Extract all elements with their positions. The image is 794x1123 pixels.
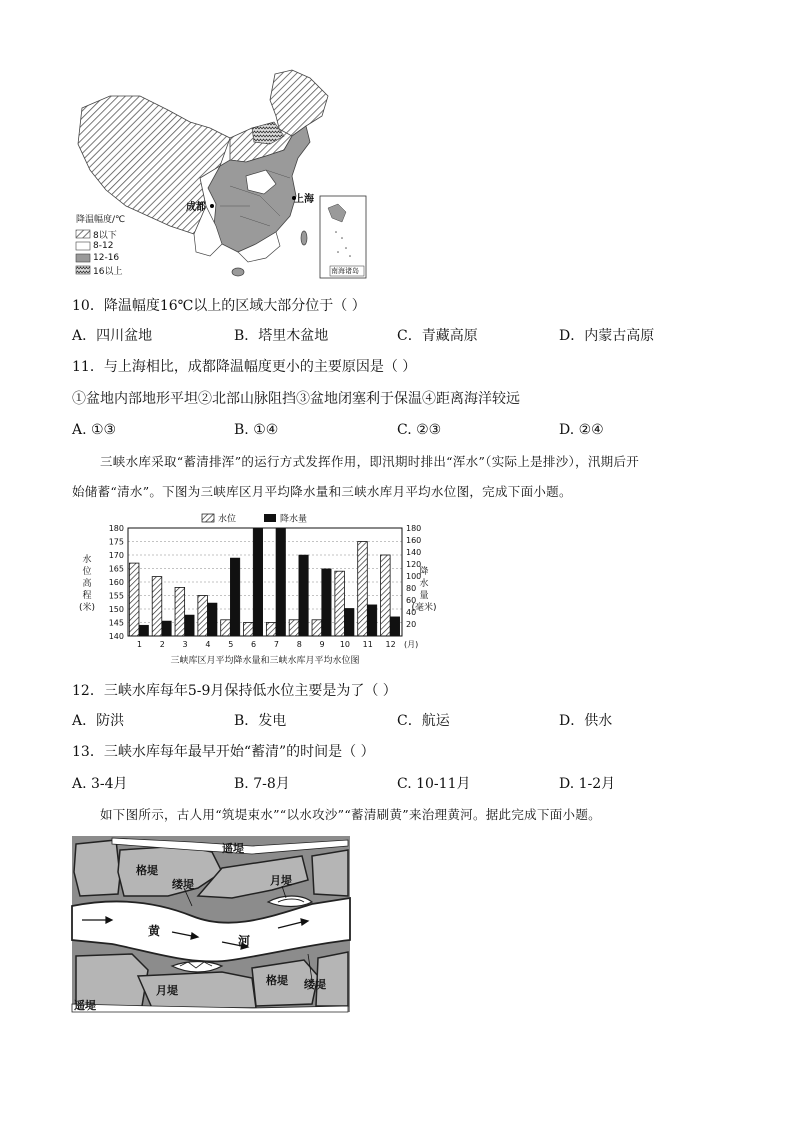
right-tick-label: 160 (406, 536, 422, 545)
x-tick-label: 7 (273, 640, 279, 649)
left-tick-label: 160 (108, 578, 124, 587)
question-12: 12．三峡水库每年5-9月保持低水位主要是为了（ ） (72, 683, 397, 699)
right-tick-label: 20 (406, 620, 417, 629)
left-tick-label: 150 (108, 605, 124, 614)
water-level-bar (175, 587, 185, 636)
q12-option-a[interactable]: A．防洪 (72, 713, 125, 729)
question-11-statements: ①盆地内部地形平坦②北部山脉阻挡③盆地闭塞利于保温④距离海洋较远 (72, 391, 520, 407)
precipitation-bar (230, 558, 240, 636)
passage-1-line-1: 三峡水库采取“蓄清排浑”的运行方式发挥作用，即汛期时排出“浑水”（实际上是排沙），汛期后开 (100, 454, 640, 469)
water-level-bar (381, 555, 391, 636)
left-tick-label: 145 (108, 618, 124, 628)
x-tick-label: 12 (385, 640, 396, 649)
hainan-island (232, 268, 244, 276)
passage-1-line-2: 始储蓄“清水”。下图为三峡库区月平均降水量和三峡水库月平均水位图，完成下面小题。 (72, 484, 572, 499)
q13-option-a[interactable]: A. 3-4月 (72, 776, 128, 792)
legend-item: 12-16 (76, 252, 125, 264)
x-tick-label: 1 (136, 640, 142, 649)
question-11: 11．与上海相比，成都降温幅度更小的主要原因是（ ） (72, 359, 417, 375)
label-gedi-bottom: 格堤 (266, 974, 288, 987)
legend-item: 8以下 (76, 228, 125, 240)
chart-title: 三峡库区月平均降水量和三峡水库月平均水位图 (170, 656, 360, 666)
q13-option-d[interactable]: D. 1-2月 (559, 776, 616, 792)
left-tick-label: 140 (108, 632, 124, 641)
water-level-bar (266, 623, 276, 637)
passage-2-line-1: 如下图所示，古人用“筑堤束水”“以水攻沙”“蓄清刷黄”来治理黄河。据此完成下面小题。 (100, 807, 601, 822)
x-tick-label: 10 (339, 640, 351, 649)
precipitation-bar (390, 617, 400, 636)
precipitation-bar (322, 569, 332, 636)
water-level-bar (152, 577, 162, 636)
x-tick-label: 9 (319, 640, 325, 649)
region-northeast (270, 70, 328, 136)
q12-option-c[interactable]: C．航运 (397, 713, 450, 729)
q10-option-a[interactable]: A．四川盆地 (72, 328, 153, 344)
legend-label-precipitation: 降水量 (280, 514, 308, 525)
right-tick-label: 40 (406, 608, 417, 617)
precipitation-bar (299, 555, 309, 636)
right-tick-label: 60 (406, 596, 417, 605)
map-legend (76, 212, 125, 276)
label-yaodi-top: 遥堤 (222, 842, 244, 855)
label-shanghai: 上海 (294, 194, 314, 205)
cell-top-left (74, 840, 120, 896)
q10-option-b[interactable]: B．塔里木盆地 (234, 328, 329, 344)
water-level-bar (335, 571, 345, 636)
label-huang: 黄 (148, 924, 161, 938)
x-tick-label: 6 (251, 640, 257, 649)
q10-option-d[interactable]: D．内蒙古高原 (559, 328, 655, 344)
legend-item: 8-12 (76, 240, 125, 252)
legend-title: 降温幅度/℃ (76, 215, 126, 225)
taiwan-island (301, 231, 307, 245)
legend-swatch-precipitation (264, 514, 276, 522)
water-level-bar (289, 620, 299, 636)
precipitation-bar (185, 615, 195, 636)
label-yuedi-bottom: 月堤 (156, 984, 178, 997)
left-axis-label: (米) (78, 603, 96, 613)
right-tick-label: 140 (406, 548, 422, 557)
temperature-drop-map (70, 66, 370, 282)
precipitation-bar (253, 528, 263, 636)
x-tick-label: 5 (228, 640, 234, 649)
q11-option-d[interactable]: D. ②④ (559, 422, 604, 438)
question-10: 10．降温幅度16℃以上的区域大部分位于（ ） (72, 298, 366, 314)
precipitation-bar (207, 603, 217, 636)
left-axis-label: 程 (82, 591, 92, 601)
label-chengdu: 成都 (186, 202, 206, 213)
x-tick-label: 11 (362, 640, 373, 649)
water-level-bar (244, 623, 254, 637)
right-tick-label: 100 (406, 572, 422, 581)
right-axis-label: (毫米) (411, 603, 437, 613)
left-tick-label: 170 (108, 551, 124, 560)
precipitation-bar (344, 608, 354, 636)
label-he: 河 (238, 934, 251, 948)
q11-option-c[interactable]: C. ②③ (397, 422, 442, 438)
q13-option-b[interactable]: B. 7-8月 (234, 776, 290, 792)
right-axis-label: 量 (419, 591, 429, 601)
right-tick-label: 180 (406, 524, 422, 533)
question-13: 13．三峡水库每年最早开始“蓄清”的时间是（ ） (72, 744, 375, 760)
left-tick-label: 180 (108, 524, 124, 533)
chart-svg (72, 508, 437, 670)
left-tick-label: 155 (108, 591, 124, 601)
water-level-bar (198, 596, 208, 637)
yellow-river-dike-diagram (72, 836, 350, 1012)
label-inset: 南海诸岛 (331, 267, 359, 275)
precipitation-bar (139, 625, 149, 636)
legend-item: 16以上 (76, 264, 125, 276)
left-axis-label: 高 (82, 579, 92, 589)
x-tick-label: 3 (182, 640, 188, 649)
x-unit-label: (月) (404, 640, 419, 649)
q12-option-d[interactable]: D．供水 (559, 713, 613, 729)
label-yaodi-bottom: 遥堤 (74, 999, 96, 1012)
right-tick-label: 120 (406, 560, 422, 569)
x-tick-label: 8 (296, 640, 302, 649)
label-lvdi-top: 缕堤 (172, 878, 194, 891)
right-axis-label: 水 (419, 579, 429, 589)
water-level-bar (312, 620, 322, 636)
q12-option-b[interactable]: B．发电 (234, 713, 287, 729)
right-tick-label: 80 (406, 584, 417, 593)
right-axis-label: 降 (419, 567, 429, 577)
left-axis-label: 位 (82, 567, 92, 577)
q13-option-c[interactable]: C. 10-11月 (397, 776, 471, 792)
q10-option-c[interactable]: C．青藏高原 (397, 328, 478, 344)
chengdu-dot (210, 204, 214, 208)
water-level-bar (358, 542, 368, 637)
label-yuedi-top: 月堤 (270, 874, 292, 887)
precipitation-bar (276, 528, 286, 636)
left-tick-label: 165 (108, 564, 124, 574)
label-gedi-top: 格堤 (136, 864, 158, 877)
cell-top-right (312, 850, 348, 896)
legend-label-water-level: 水位 (218, 514, 237, 525)
q11-option-a[interactable]: A. ①③ (72, 422, 117, 438)
x-tick-label: 4 (205, 640, 211, 649)
label-lvdi-bottom: 缕堤 (304, 978, 326, 991)
water-level-bar (221, 620, 231, 636)
left-axis-label: 水 (82, 555, 92, 565)
left-tick-label: 175 (108, 537, 124, 547)
precipitation-bar (367, 605, 377, 636)
water-level-bar (129, 563, 139, 636)
q11-option-b[interactable]: B. ①④ (234, 422, 279, 438)
precipitation-bar (162, 621, 172, 636)
legend-swatch-water-level (202, 514, 214, 522)
x-tick-label: 2 (159, 640, 165, 649)
reservoir-chart (72, 508, 437, 670)
